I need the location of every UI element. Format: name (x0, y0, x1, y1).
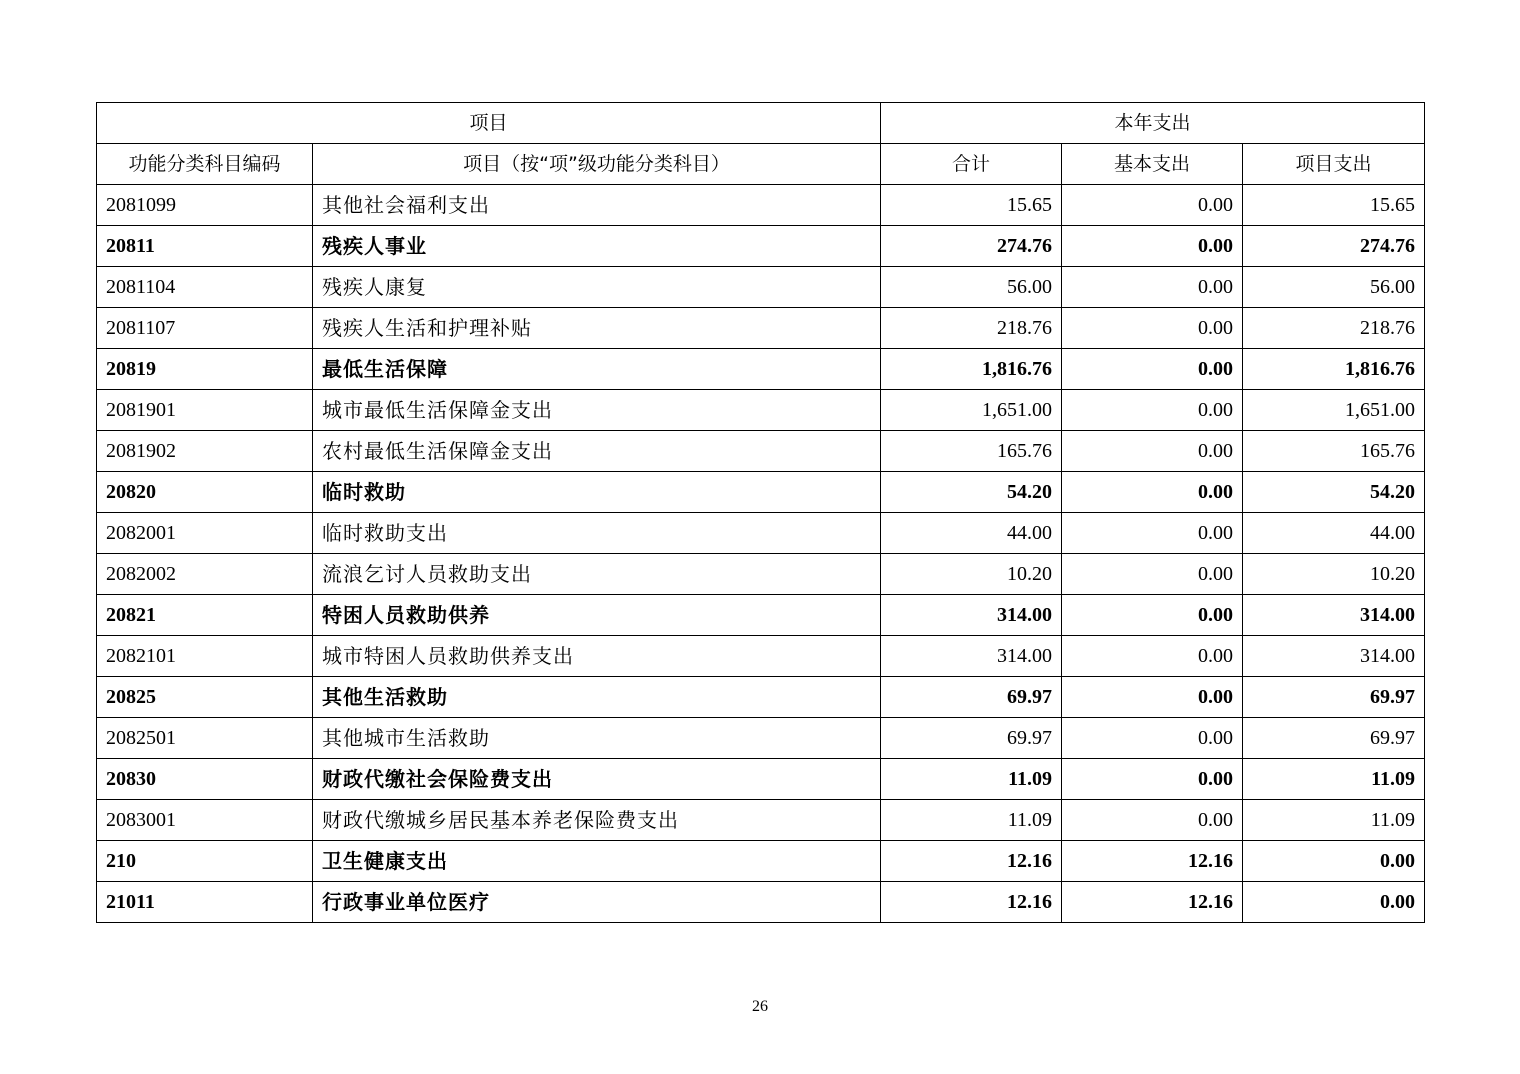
row-name: 特困人员救助供养 (313, 595, 881, 636)
row-name: 临时救助支出 (313, 513, 881, 554)
row-total: 54.20 (881, 472, 1062, 513)
header-expense-group: 本年支出 (881, 103, 1425, 144)
header-name: 项目（按“项”级功能分类科目） (313, 144, 881, 185)
table-row (97, 800, 1425, 841)
row-basic: 0.00 (1062, 390, 1243, 431)
header-code: 功能分类科目编码 (97, 144, 313, 185)
row-basic: 0.00 (1062, 431, 1243, 472)
row-code: 21011 (97, 882, 313, 923)
row-basic: 0.00 (1062, 636, 1243, 677)
table-row (97, 390, 1425, 431)
row-basic: 0.00 (1062, 349, 1243, 390)
row-code: 2081902 (97, 431, 313, 472)
row-basic: 0.00 (1062, 677, 1243, 718)
row-project: 11.09 (1243, 759, 1425, 800)
header-column-row (97, 144, 1425, 185)
table-row (97, 513, 1425, 554)
table-row (97, 759, 1425, 800)
row-code: 2082501 (97, 718, 313, 759)
row-name: 其他社会福利支出 (313, 185, 881, 226)
table-row (97, 431, 1425, 472)
row-basic: 0.00 (1062, 800, 1243, 841)
row-name: 卫生健康支出 (313, 841, 881, 882)
page-number: 26 (752, 998, 768, 1015)
row-total: 274.76 (881, 226, 1062, 267)
row-project: 314.00 (1243, 636, 1425, 677)
row-code: 2082002 (97, 554, 313, 595)
row-code: 20830 (97, 759, 313, 800)
row-basic: 12.16 (1062, 882, 1243, 923)
row-basic: 0.00 (1062, 718, 1243, 759)
row-name: 财政代缴城乡居民基本养老保险费支出 (313, 800, 881, 841)
table-row (97, 882, 1425, 923)
header-total: 合计 (881, 144, 1062, 185)
row-total: 44.00 (881, 513, 1062, 554)
table-row (97, 349, 1425, 390)
row-name: 行政事业单位医疗 (313, 882, 881, 923)
row-code: 20820 (97, 472, 313, 513)
row-total: 314.00 (881, 595, 1062, 636)
row-project: 1,816.76 (1243, 349, 1425, 390)
row-code: 2081107 (97, 308, 313, 349)
row-total: 11.09 (881, 759, 1062, 800)
row-project: 69.97 (1243, 718, 1425, 759)
row-basic: 12.16 (1062, 841, 1243, 882)
row-code: 2081104 (97, 267, 313, 308)
row-total: 165.76 (881, 431, 1062, 472)
row-name: 其他城市生活救助 (313, 718, 881, 759)
table-row (97, 185, 1425, 226)
table-row (97, 718, 1425, 759)
row-total: 56.00 (881, 267, 1062, 308)
row-basic: 0.00 (1062, 472, 1243, 513)
row-basic: 0.00 (1062, 554, 1243, 595)
row-project: 1,651.00 (1243, 390, 1425, 431)
header-group-row (97, 103, 1425, 144)
row-total: 12.16 (881, 841, 1062, 882)
row-total: 1,651.00 (881, 390, 1062, 431)
row-project: 11.09 (1243, 800, 1425, 841)
table-row (97, 636, 1425, 677)
row-total: 69.97 (881, 677, 1062, 718)
table-row (97, 267, 1425, 308)
row-name: 残疾人康复 (313, 267, 881, 308)
table-row (97, 554, 1425, 595)
row-project: 314.00 (1243, 595, 1425, 636)
row-code: 2081901 (97, 390, 313, 431)
row-code: 2083001 (97, 800, 313, 841)
row-code: 210 (97, 841, 313, 882)
row-total: 218.76 (881, 308, 1062, 349)
row-project: 0.00 (1243, 882, 1425, 923)
row-name: 城市最低生活保障金支出 (313, 390, 881, 431)
table-row (97, 308, 1425, 349)
row-name: 流浪乞讨人员救助支出 (313, 554, 881, 595)
table-row (97, 677, 1425, 718)
row-basic: 0.00 (1062, 595, 1243, 636)
row-code: 2082101 (97, 636, 313, 677)
row-project: 15.65 (1243, 185, 1425, 226)
row-name: 残疾人生活和护理补贴 (313, 308, 881, 349)
row-total: 12.16 (881, 882, 1062, 923)
row-project: 218.76 (1243, 308, 1425, 349)
row-code: 20821 (97, 595, 313, 636)
row-basic: 0.00 (1062, 185, 1243, 226)
header-basic: 基本支出 (1062, 144, 1243, 185)
row-total: 1,816.76 (881, 349, 1062, 390)
header-project-group: 项目 (97, 103, 881, 144)
row-project: 54.20 (1243, 472, 1425, 513)
row-project: 165.76 (1243, 431, 1425, 472)
row-basic: 0.00 (1062, 267, 1243, 308)
row-basic: 0.00 (1062, 513, 1243, 554)
row-total: 314.00 (881, 636, 1062, 677)
table-row (97, 226, 1425, 267)
row-project: 44.00 (1243, 513, 1425, 554)
row-code: 20825 (97, 677, 313, 718)
header-project: 项目支出 (1243, 144, 1425, 185)
row-code: 2082001 (97, 513, 313, 554)
row-basic: 0.00 (1062, 226, 1243, 267)
row-code: 20819 (97, 349, 313, 390)
row-total: 10.20 (881, 554, 1062, 595)
row-total: 15.65 (881, 185, 1062, 226)
row-name: 农村最低生活保障金支出 (313, 431, 881, 472)
row-project: 69.97 (1243, 677, 1425, 718)
row-name: 临时救助 (313, 472, 881, 513)
row-project: 56.00 (1243, 267, 1425, 308)
row-code: 20811 (97, 226, 313, 267)
row-name: 城市特困人员救助供养支出 (313, 636, 881, 677)
table-row (97, 841, 1425, 882)
row-name: 财政代缴社会保险费支出 (313, 759, 881, 800)
expenditure-table (96, 102, 1425, 923)
table-row (97, 472, 1425, 513)
row-basic: 0.00 (1062, 759, 1243, 800)
row-total: 69.97 (881, 718, 1062, 759)
row-project: 0.00 (1243, 841, 1425, 882)
table-body (97, 185, 1425, 923)
row-name: 其他生活救助 (313, 677, 881, 718)
row-code: 2081099 (97, 185, 313, 226)
row-project: 10.20 (1243, 554, 1425, 595)
row-project: 274.76 (1243, 226, 1425, 267)
row-name: 最低生活保障 (313, 349, 881, 390)
row-name: 残疾人事业 (313, 226, 881, 267)
row-basic: 0.00 (1062, 308, 1243, 349)
table-row (97, 595, 1425, 636)
row-total: 11.09 (881, 800, 1062, 841)
